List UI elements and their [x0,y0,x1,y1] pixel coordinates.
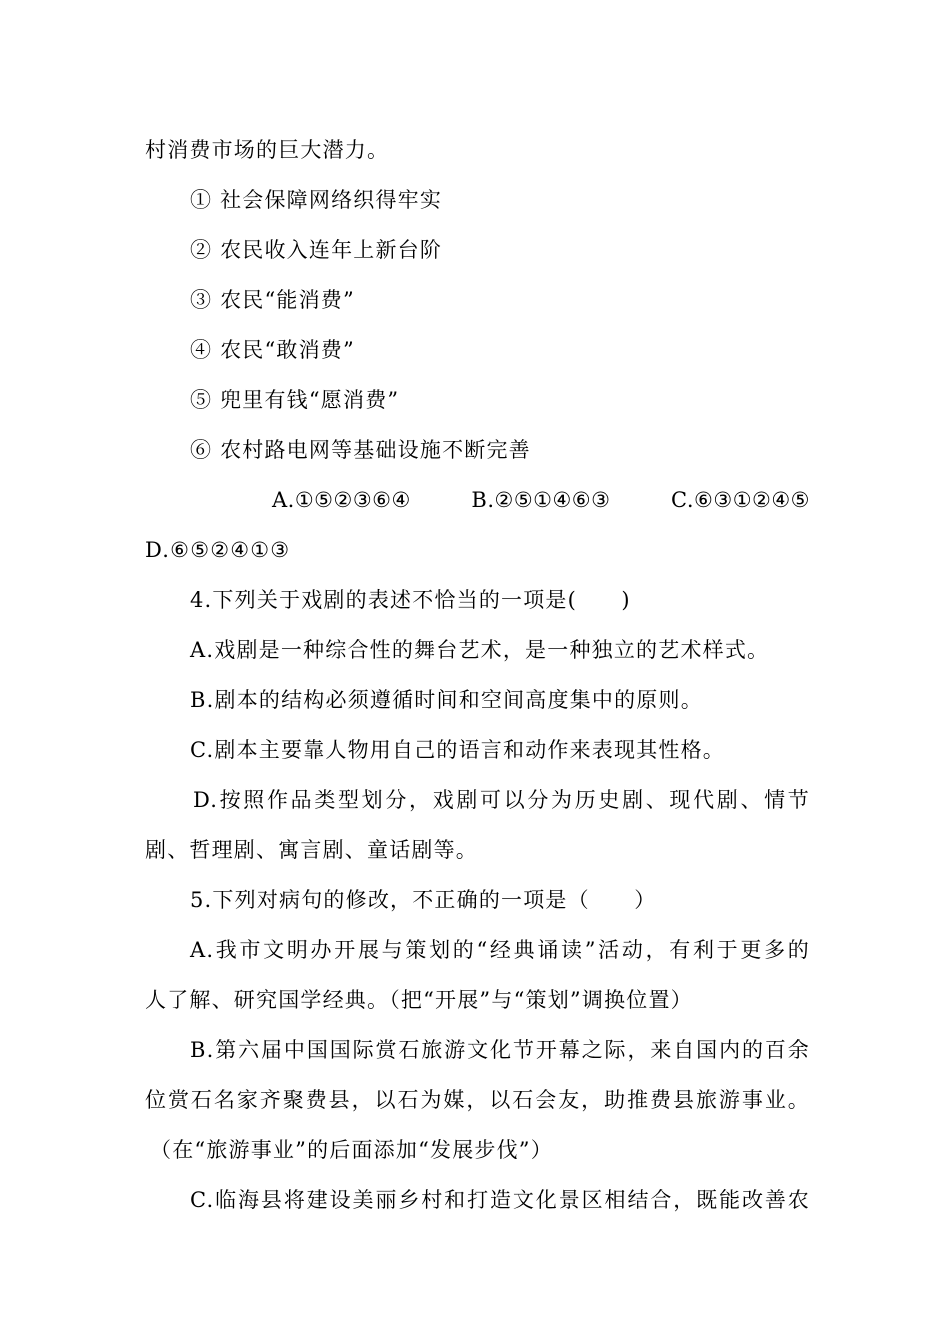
question-5: 5.下列对病句的修改，不正确的一项是（ ） [190,888,657,912]
q4-option-c: C.剧本主要靠人物用自己的语言和动作来表现其性格。 [190,738,725,762]
q4-option-a: A.戏剧是一种综合性的舞台艺术，是一种独立的艺术样式。 [190,638,770,662]
q3-choice-b: B.②⑤①④⑥③ [471,488,611,512]
q5-option-b-line1: B.第六届中国国际赏石旅游文化节开幕之际，来自国内的百余 [190,1038,810,1062]
q4-option-d-line1: D.按照作品类型划分，戏剧可以分为历史剧、现代剧、情节 [193,788,810,812]
q5-option-a-line1: A.我市文明办开展与策划的“经典诵读”活动，有利于更多的 [190,938,810,962]
q5-option-b-line2: 位赏石名家齐聚费县，以石为媒，以石会友，助推费县旅游事业。 [145,1088,810,1112]
q3-choice-c: C.⑥③①②④⑤ [671,488,810,512]
text-line: 村消费市场的巨大潜力。 [145,138,390,162]
list-item-3: ③ 农民“能消费” [190,288,355,312]
list-item-6: ⑥ 农村路电网等基础设施不断完善 [190,438,531,462]
list-item-4: ④ 农民“敢消费” [190,338,355,362]
q5-option-c-line1: C.临海县将建设美丽乡村和打造文化景区相结合，既能改善农 [190,1188,810,1212]
q4-option-b: B.剧本的结构必须遵循时间和空间高度集中的原则。 [190,688,703,712]
q5-option-b-line3: （在“旅游事业”的后面添加“发展步伐”） [150,1138,553,1162]
list-item-2: ② 农民收入连年上新台阶 [190,238,443,262]
list-item-5: ⑤ 兜里有钱“愿消费” [190,388,400,412]
q3-choice-d: D.⑥⑤②④①③ [145,538,291,562]
q5-option-a-line2: 人了解、研究国学经典。（把“开展”与“策划”调换位置） [145,988,693,1012]
list-item-1: ① 社会保障网络织得牢实 [190,188,443,212]
q4-option-d-line2: 剧、哲理剧、寓言剧、童话剧等。 [145,838,478,862]
question-4: 4.下列关于戏剧的表述不恰当的一项是( ) [190,588,631,612]
q3-choice-a: A.①⑤②③⑥④ [272,488,411,512]
q3-choices [272,485,810,515]
